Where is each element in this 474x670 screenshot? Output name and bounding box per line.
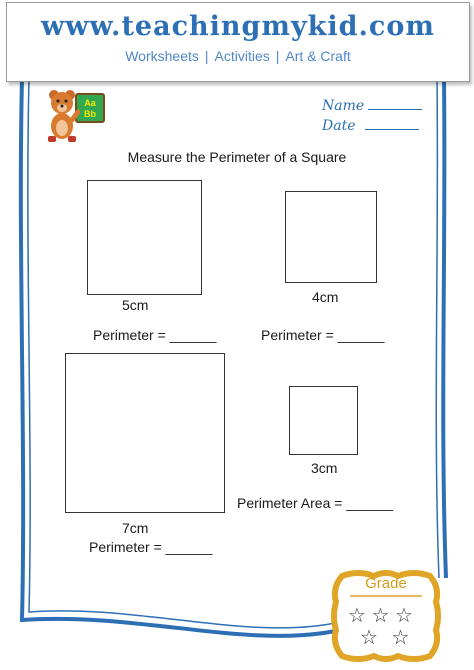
side-label: 4cm: [312, 289, 339, 305]
grade-badge: [330, 570, 442, 662]
square-4cm: [285, 191, 377, 283]
nav-activities-link[interactable]: Activities: [214, 48, 270, 64]
date-field[interactable]: [365, 129, 419, 130]
star-icon[interactable]: ☆: [348, 605, 366, 627]
board-text: Bb: [84, 109, 96, 119]
bear-mascot-icon: [40, 86, 110, 144]
square-3cm: [289, 386, 358, 455]
nav-separator: |: [204, 48, 209, 64]
perimeter-answer-field[interactable]: ______: [169, 327, 217, 343]
square-5cm: [87, 180, 202, 295]
name-label: Name: [322, 98, 365, 114]
star-icon[interactable]: ☆: [360, 627, 378, 649]
perimeter-prompt: [237, 495, 393, 511]
nav-links: [7, 48, 469, 64]
nav-art-craft-link[interactable]: Art & Craft: [285, 48, 351, 64]
nav-separator: |: [275, 48, 280, 64]
side-label: 5cm: [122, 297, 149, 313]
name-row: [322, 98, 422, 118]
perimeter-label: Perimeter Area =: [237, 495, 343, 511]
nav-worksheets-link[interactable]: Worksheets: [125, 48, 199, 64]
site-url[interactable]: www.teachingmykid.com: [41, 11, 435, 42]
date-label: Date: [322, 118, 356, 134]
perimeter-answer-field[interactable]: ______: [346, 495, 394, 511]
star-icon[interactable]: ☆: [391, 627, 410, 649]
name-date-block: [322, 98, 422, 138]
date-row: [322, 118, 422, 138]
perimeter-prompt: [261, 327, 384, 343]
side-label: 7cm: [122, 520, 149, 536]
perimeter-prompt: [93, 327, 216, 343]
perimeter-label: Perimeter =: [261, 327, 334, 343]
stars-bottom-row: [360, 625, 409, 650]
site-header: [6, 2, 470, 82]
worksheet-title: Measure the Perimeter of a Square: [127, 149, 347, 165]
perimeter-answer-field[interactable]: ______: [337, 327, 385, 343]
side-label: 3cm: [311, 460, 338, 476]
star-icon[interactable]: ☆: [395, 605, 413, 627]
perimeter-label: Perimeter =: [93, 327, 166, 343]
perimeter-answer-field[interactable]: ______: [165, 539, 213, 555]
square-7cm: [65, 353, 225, 513]
board-text: Aa: [84, 98, 96, 108]
grade-label: Grade: [365, 575, 407, 592]
name-field[interactable]: [368, 109, 422, 110]
star-icon[interactable]: ☆: [371, 605, 390, 627]
perimeter-prompt: [89, 539, 212, 555]
perimeter-label: Perimeter =: [89, 539, 162, 555]
